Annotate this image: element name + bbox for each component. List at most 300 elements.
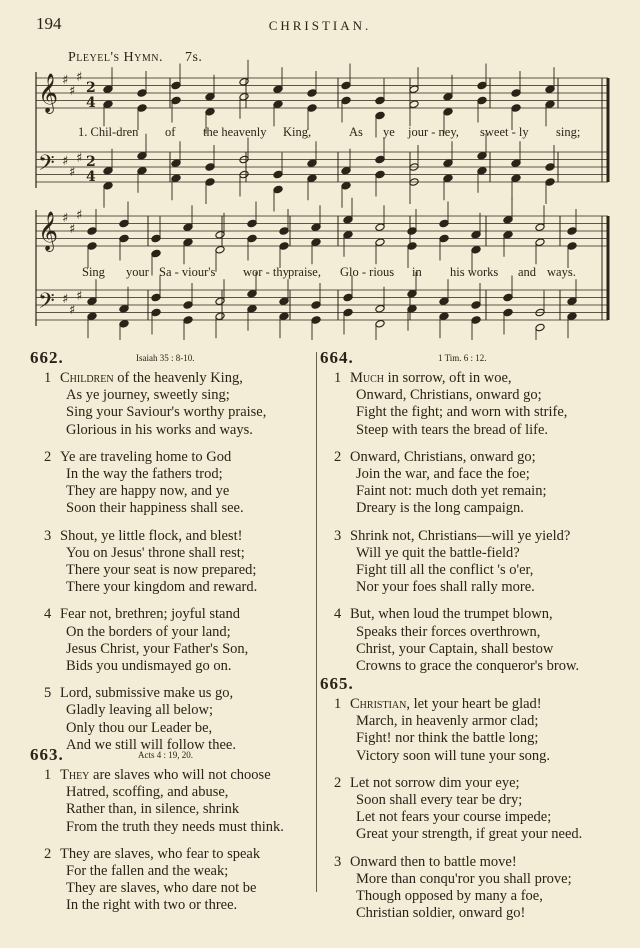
note-head (279, 312, 289, 321)
note-head (205, 107, 215, 116)
half-note-head (215, 312, 225, 321)
column-divider (316, 352, 317, 892)
lyric-syllable: jour - ney, (408, 125, 459, 139)
stanza-line (356, 888, 582, 905)
lyric-syllable: praise, (288, 265, 321, 279)
stanza-line (66, 863, 284, 880)
stanza-line-text: Hatred, scoffing, and abuse, (66, 784, 229, 801)
note-head (205, 163, 215, 172)
note-head (119, 219, 129, 228)
stanza-line-text: Ye are traveling home to God (60, 448, 232, 465)
lyric-syllable: of (165, 125, 176, 139)
stanza-line (356, 748, 582, 765)
key-signature-sharp: ♯ (76, 70, 83, 85)
time-signature-bottom: 4 (86, 169, 96, 185)
note-head (567, 312, 577, 321)
lyric-syllable: 1. Chil-dren (78, 125, 139, 139)
stanza-line-text: More than conqu'ror you shall prove; (356, 870, 572, 887)
note-head (511, 89, 521, 98)
note-head (311, 301, 321, 310)
lyric-syllable: King, (283, 125, 312, 139)
stanza-line-text: In the right with two or three. (66, 897, 238, 914)
note-head (247, 289, 257, 298)
half-note-head (375, 223, 385, 232)
stanza-line-text: Faint not: much doth yet remain; (356, 483, 547, 500)
note-head (183, 238, 193, 247)
key-signature-sharp: ♯ (62, 154, 69, 169)
half-note-head (535, 238, 545, 247)
stanza-line (66, 579, 266, 596)
treble-clef: 𝄞 (38, 73, 59, 113)
stanza-line (350, 449, 579, 466)
time-signature-bottom: 4 (86, 95, 96, 111)
lyric-syllable: Sa - viour's (159, 265, 216, 279)
stanza-line (350, 370, 579, 387)
stanza-number: 4 (334, 606, 342, 623)
stanza-number: 1 (44, 370, 52, 386)
stanza-line (66, 801, 284, 818)
stanza-line (356, 422, 579, 439)
lyric-syllable: Glo - rious (340, 265, 395, 279)
note-head (439, 297, 449, 306)
hymn-number: 662. (30, 348, 64, 367)
half-note-head (375, 238, 385, 247)
hymn-664 (320, 348, 579, 685)
note-head (171, 174, 181, 183)
key-signature-sharp: ♯ (76, 208, 83, 223)
note-head (471, 301, 481, 310)
note-head (407, 304, 417, 313)
stanza-line (66, 545, 266, 562)
page-number: 194 (36, 14, 62, 33)
stanza-number: 3 (334, 853, 342, 870)
stanza-line-text: Onward, Christians, onward go; (356, 387, 542, 404)
stanza-line-text: Rather than, in silence, shrink (66, 801, 240, 818)
stanza-line-text: They are slaves, who fear to speak (60, 845, 261, 862)
hymn-number: 664. (320, 348, 354, 367)
scripture-reference: Acts 4 : 19, 20. (138, 750, 193, 760)
note-head (511, 104, 521, 113)
key-signature-sharp: ♯ (69, 84, 76, 99)
stanza-line-text: , let your heart be glad! (406, 696, 542, 712)
stanza-line (60, 685, 266, 702)
note-head (151, 308, 161, 317)
stanza-line-text: March, in heavenly armor clad; (356, 713, 539, 730)
stanza-first-word: Children (60, 370, 114, 386)
hymn-header (320, 674, 582, 696)
stanza-line-text: Nor your foes shall rally more. (356, 579, 535, 596)
note-head (477, 96, 487, 105)
note-head (307, 104, 317, 113)
note-head (279, 242, 289, 251)
stanza-line-text: They are slaves, who dare not be (66, 880, 257, 897)
stanza-line-text: Will ye quit the battle-field? (356, 544, 520, 561)
stanza-number: 2 (44, 845, 52, 862)
half-note-head (375, 304, 385, 313)
time-signature-top: 2 (86, 80, 96, 96)
stanza-line (60, 528, 266, 545)
half-note-head (535, 323, 545, 332)
note-head (443, 107, 453, 116)
note-head (311, 223, 321, 232)
stanza-line (356, 483, 579, 500)
stanza-line (356, 826, 582, 843)
stanza-line-text: Though opposed by many a foe, (356, 888, 543, 905)
note-head (311, 238, 321, 247)
stanza-line-text: Gladly leaving all below; (66, 702, 213, 719)
half-note-head (535, 223, 545, 232)
note-head (171, 96, 181, 105)
stanza-line (60, 767, 284, 784)
lyric-syllable: Sing (82, 265, 105, 279)
lyric-syllable: As (349, 125, 363, 139)
stanza-number: 1 (334, 696, 342, 712)
note-head (545, 163, 555, 172)
stanza-line-text: They are happy now, and ye (66, 483, 230, 500)
scripture-reference: 1 Tim. 6 : 12. (438, 353, 487, 363)
note-head (87, 242, 97, 251)
note-head (343, 293, 353, 302)
note-head (545, 85, 555, 94)
hymn-header (30, 745, 284, 767)
note-head (279, 227, 289, 236)
note-head (307, 174, 317, 183)
stanza-number: 3 (44, 527, 52, 544)
note-head (247, 304, 257, 313)
stanza-line (60, 606, 266, 623)
lyric-syllable: the heavenly (203, 125, 267, 139)
note-head (273, 100, 283, 109)
note-head (471, 230, 481, 239)
note-head (511, 159, 521, 168)
note-head (273, 185, 283, 194)
note-head (471, 316, 481, 325)
stanza-line (356, 387, 579, 404)
stanza-line-text: Christ, your Captain, shall bestow (356, 640, 554, 657)
lyric-syllable: ye (383, 125, 395, 139)
stanza (30, 606, 266, 675)
note-head (273, 170, 283, 179)
stanza-line-text: But, when loud the trumpet blown, (350, 606, 553, 623)
stanza-line (66, 641, 266, 658)
stanza (320, 449, 579, 518)
note-head (205, 92, 215, 101)
note-head (439, 312, 449, 321)
stanza-number: 4 (44, 606, 52, 623)
stanza-line-text: are slaves who will not choose (89, 767, 271, 783)
stanza (30, 370, 266, 439)
stanza-line (66, 422, 266, 439)
stanza-line (66, 819, 284, 836)
note-head (205, 178, 215, 187)
stanza-number: 2 (44, 448, 52, 465)
note-head (183, 223, 193, 232)
stanza-line (350, 775, 582, 792)
note-head (375, 96, 385, 105)
note-head (103, 85, 113, 94)
stanza-line-text: Bids you undismayed go on. (66, 658, 232, 675)
hymn-header (320, 348, 579, 370)
note-head (503, 293, 513, 302)
note-head (151, 249, 161, 258)
note-head (137, 104, 147, 113)
key-signature-sharp: ♯ (62, 73, 69, 88)
half-note-head (215, 297, 225, 306)
stanza-line (356, 562, 579, 579)
note-head (407, 242, 417, 251)
stanza (30, 528, 266, 597)
hymn-header (30, 348, 266, 370)
note-head (503, 230, 513, 239)
lyric-syllable: your (126, 265, 149, 279)
note-head (439, 234, 449, 243)
bass-clef: 𝄢 (38, 151, 55, 181)
note-head (247, 234, 257, 243)
lyric-syllable: wor - thy (243, 265, 289, 279)
note-head (503, 308, 513, 317)
note-head (443, 92, 453, 101)
note-head (341, 181, 351, 190)
note-head (279, 297, 289, 306)
time-signature-top: 2 (86, 154, 96, 170)
stanza-line (66, 562, 266, 579)
stanza-line (356, 809, 582, 826)
note-head (151, 234, 161, 243)
note-head (137, 89, 147, 98)
note-head (103, 181, 113, 190)
stanza-line-text: For the fallen and the weak; (66, 863, 229, 880)
stanza-line (66, 500, 266, 517)
note-head (87, 227, 97, 236)
lyric-syllable: in (412, 265, 422, 279)
stanza-first-word: They (60, 767, 90, 783)
stanza-line-text: Sing your Saviour's worthy praise, (66, 404, 267, 421)
note-head (545, 178, 555, 187)
note-head (137, 151, 147, 160)
note-head (477, 151, 487, 160)
stanza-number: 2 (334, 448, 342, 465)
note-head (407, 227, 417, 236)
stanza-line-text: in sorrow, oft in woe, (384, 370, 512, 386)
tune-meter: 7s. (184, 50, 203, 65)
stanza (320, 854, 582, 923)
stanza-line-text: Shrink not, Christians—will ye yield? (350, 527, 571, 544)
stanza-line-text: Let not fears your course impede; (356, 809, 552, 826)
note-head (119, 234, 129, 243)
stanza-line (66, 784, 284, 801)
stanza-line-text: In the way the fathers trod; (66, 466, 223, 483)
stanza-line (66, 387, 266, 404)
stanza-line-text: Fight! nor think the battle long; (356, 730, 539, 747)
stanza-line (60, 846, 284, 863)
stanza-line-text: There your seat is now prepared; (66, 562, 257, 579)
stanza-line-text: Only thou our Leader be, (66, 719, 213, 736)
note-head (567, 227, 577, 236)
half-note-head (215, 245, 225, 254)
note-head (375, 111, 385, 120)
stanza-line (356, 624, 579, 641)
stanza (320, 696, 582, 765)
stanza-number: 1 (334, 370, 342, 386)
stanza-line (356, 466, 579, 483)
stanza-line-text: You on Jesus' throne shall rest; (66, 544, 245, 561)
hymn-number: 663. (30, 745, 64, 764)
stanza-line (66, 466, 266, 483)
stanza-line (350, 854, 582, 871)
hymn-665 (320, 674, 582, 932)
stanza-line-text: There your kingdom and reward. (66, 579, 258, 596)
treble-clef: 𝄞 (38, 211, 59, 251)
stanza-line (356, 404, 579, 421)
stanza-line (356, 658, 579, 675)
note-head (477, 166, 487, 175)
running-head: CHRISTIAN. (268, 18, 372, 33)
key-signature-sharp: ♯ (62, 211, 69, 226)
note-head (567, 242, 577, 251)
stanza (30, 846, 284, 915)
note-head (343, 308, 353, 317)
note-head (171, 81, 181, 90)
stanza-line-text: Fear not, brethren; joyful stand (60, 606, 240, 623)
stanza (320, 775, 582, 844)
note-head (375, 155, 385, 164)
stanza-line-text: Speaks their forces overthrown, (356, 623, 541, 640)
stanza-line-text: Lord, submissive make us go, (60, 685, 234, 702)
note-head (119, 319, 129, 328)
hymn-662 (30, 348, 266, 764)
stanza-line-text: Shout, ye little flock, and blest! (60, 527, 243, 544)
tune-name: Pleyel's Hymn. (68, 50, 163, 65)
stanza (320, 606, 579, 675)
half-note-head (375, 319, 385, 328)
stanza-line (66, 624, 266, 641)
note-head (511, 174, 521, 183)
note-head (443, 159, 453, 168)
stanza-number: 3 (334, 527, 342, 544)
half-note-head (215, 230, 225, 239)
note-head (151, 293, 161, 302)
stanza-line (356, 579, 579, 596)
note-head (375, 170, 385, 179)
stanza-line-text: Fight the fight; and worn with strife, (356, 404, 568, 421)
stanza-line-text: Dreary is the long campaign. (356, 500, 524, 517)
half-note-head (239, 92, 249, 101)
key-signature-sharp: ♯ (69, 303, 76, 318)
hymn-663 (30, 745, 284, 925)
note-head (471, 245, 481, 254)
stanza-line (66, 897, 284, 914)
lyric-syllable: sing; (556, 125, 581, 139)
note-head (247, 219, 257, 228)
note-head (307, 159, 317, 168)
stanza-line (356, 641, 579, 658)
note-head (307, 89, 317, 98)
stanza-line (66, 880, 284, 897)
stanza-line (350, 606, 579, 623)
stanza-line-text: And we still will follow thee. (66, 736, 236, 753)
note-head (87, 297, 97, 306)
lyric-syllable: and (518, 265, 537, 279)
note-head (341, 81, 351, 90)
stanza-line-text: From the truth they needs must think. (66, 818, 284, 835)
stanza-line-text: Onward then to battle move! (350, 853, 517, 870)
stanza-line (66, 720, 266, 737)
stanza-line (350, 528, 579, 545)
note-head (567, 297, 577, 306)
note-head (503, 215, 513, 224)
stanza-line (66, 658, 266, 675)
stanza (30, 767, 284, 836)
stanza-line-text: Christian soldier, onward go! (356, 905, 526, 922)
note-head (87, 312, 97, 321)
lyric-syllable: sweet - ly (480, 125, 529, 139)
note-head (545, 100, 555, 109)
note-head (343, 230, 353, 239)
half-note-head (239, 77, 249, 86)
stanza-line-text: Jesus Christ, your Father's Son, (66, 640, 249, 657)
note-head (407, 289, 417, 298)
stanza-line-text: Join the war, and face the foe; (356, 466, 530, 483)
stanza-line-text: Victory soon will tune your song. (356, 747, 551, 764)
stanza-line (356, 792, 582, 809)
stanza-line-text: Soon their happiness shall see. (66, 500, 244, 517)
bass-clef: 𝄢 (38, 289, 55, 319)
stanza-line (60, 449, 266, 466)
stanza-line-text: Steep with tears the bread of life. (356, 421, 549, 438)
note-head (341, 96, 351, 105)
stanza-line-text: Onward, Christians, onward go; (350, 448, 536, 465)
stanza-number: 5 (44, 685, 52, 702)
note-head (183, 316, 193, 325)
stanza-line (350, 696, 582, 713)
stanza (320, 528, 579, 597)
key-signature-sharp: ♯ (76, 289, 83, 304)
stanza-first-word: Much (350, 370, 385, 386)
note-head (171, 159, 181, 168)
note-head (103, 166, 113, 175)
stanza-line (356, 500, 579, 517)
stanza (30, 685, 266, 754)
scripture-reference: Isaiah 35 : 8-10. (136, 353, 195, 363)
stanza-line-text: Fight till all the conflict 's o'er, (356, 562, 534, 579)
stanza-line (356, 871, 582, 888)
music-score (0, 0, 640, 340)
stanza-line-text: Great your strength, if great your need. (356, 826, 583, 843)
lyric-syllable: ways. (547, 265, 576, 279)
stanza-line-text: On the borders of your land; (66, 623, 231, 640)
stanza-line (356, 713, 582, 730)
note-head (119, 304, 129, 313)
hymn-number: 665. (320, 674, 354, 693)
key-signature-sharp: ♯ (69, 222, 76, 237)
stanza-first-word: Christian (350, 696, 407, 712)
stanza-line (66, 702, 266, 719)
note-head (273, 85, 283, 94)
stanza (320, 370, 579, 439)
key-signature-sharp: ♯ (69, 165, 76, 180)
note-head (103, 100, 113, 109)
stanza (30, 449, 266, 518)
note-head (443, 174, 453, 183)
stanza-line (356, 730, 582, 747)
note-head (343, 215, 353, 224)
stanza-line-text: of the heavenly King, (113, 370, 243, 386)
note-head (477, 81, 487, 90)
note-head (311, 316, 321, 325)
stanza-line (356, 545, 579, 562)
stanza-line-text: Glorious in his works and ways. (66, 421, 253, 438)
stanza-number: 1 (44, 767, 52, 783)
